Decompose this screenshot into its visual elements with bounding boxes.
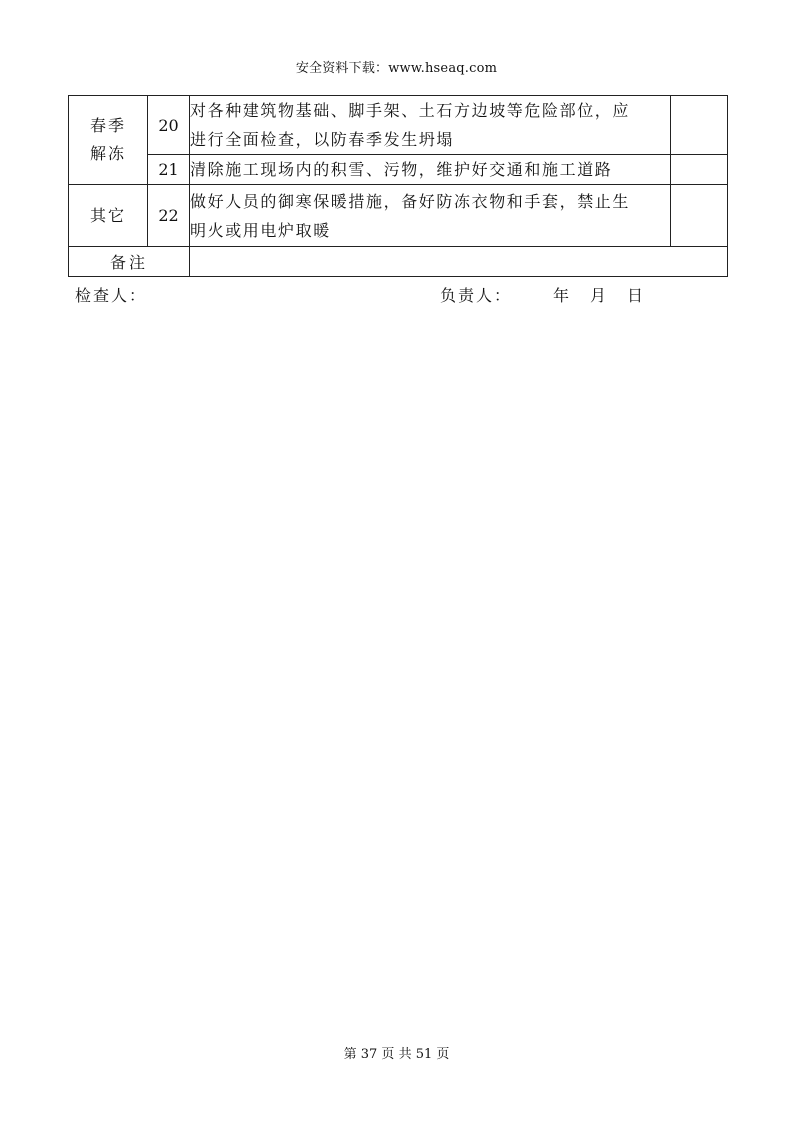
category-label: 春季 bbox=[89, 116, 126, 135]
table-row bbox=[69, 96, 728, 155]
item-description bbox=[190, 185, 671, 247]
responsible-label: 负责人： bbox=[440, 286, 513, 305]
page-header: 安全资料下载：www.hseaq.com bbox=[295, 61, 498, 76]
item-description bbox=[190, 155, 671, 185]
check-result-cell[interactable] bbox=[671, 96, 728, 155]
page-footer: 第 37 页 共 51 页 bbox=[343, 1047, 450, 1062]
check-result-cell[interactable] bbox=[671, 155, 728, 185]
category-label: 解冻 bbox=[89, 144, 126, 163]
day-label: 日 bbox=[627, 286, 646, 305]
remark-row bbox=[69, 247, 728, 277]
winter-construction-checklist-table bbox=[68, 95, 728, 277]
inspector-label: 检查人： bbox=[75, 286, 148, 305]
table-row bbox=[69, 185, 728, 247]
remark-value-cell[interactable] bbox=[190, 247, 728, 277]
description-line: 进行全面检查，以防春季发生坍塌 bbox=[190, 130, 455, 149]
category-cell-other bbox=[69, 185, 148, 247]
item-number: 21 bbox=[148, 155, 190, 185]
item-description bbox=[190, 96, 671, 155]
check-result-cell[interactable] bbox=[671, 185, 728, 247]
description-line: 做好人员的御寒保暖措施，备好防冻衣物和手套，禁止生 bbox=[190, 191, 631, 211]
description-line: 明火或用电炉取暖 bbox=[190, 220, 331, 240]
category-label: 其它 bbox=[89, 205, 126, 225]
item-number: 20 bbox=[148, 96, 190, 155]
category-cell-spring-thaw bbox=[69, 96, 148, 185]
description-line: 对各种建筑物基础、脚手架、土石方边坡等危险部位，应 bbox=[190, 101, 631, 120]
description-line: 清除施工现场内的积雪、污物，维护好交通和施工道路 bbox=[190, 160, 613, 179]
remark-label: 备注 bbox=[69, 247, 190, 277]
year-label: 年 bbox=[553, 286, 572, 305]
signature-row bbox=[75, 283, 727, 307]
item-number: 22 bbox=[148, 185, 190, 247]
table-row bbox=[69, 155, 728, 185]
month-label: 月 bbox=[590, 286, 609, 305]
